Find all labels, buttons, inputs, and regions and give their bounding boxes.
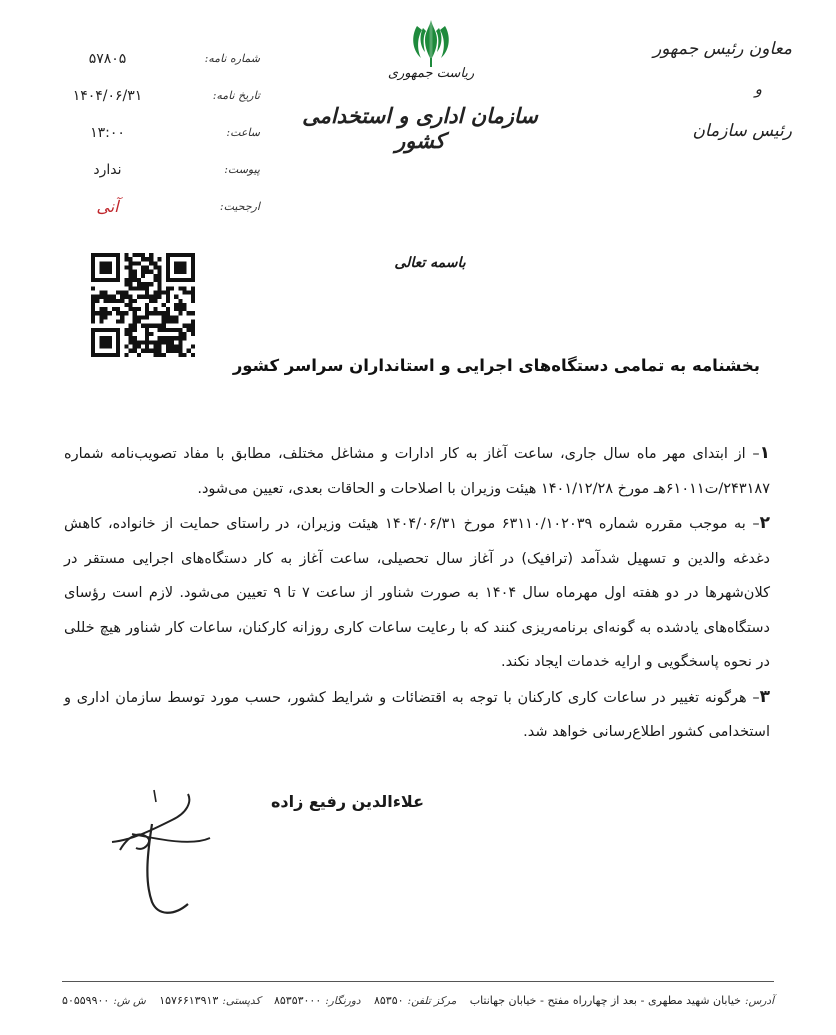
number-value: ۵۷۸۰۵ bbox=[88, 50, 127, 67]
signature-icon bbox=[92, 780, 242, 930]
paragraph-number: ۳ bbox=[759, 686, 770, 707]
paragraph-2 bbox=[64, 506, 770, 680]
paragraph-3 bbox=[64, 680, 770, 750]
meta-priority-row bbox=[60, 188, 260, 225]
phone-value: ۸۵۳۵۰ bbox=[373, 993, 404, 1007]
recipient-line2: رئیس سازمان bbox=[692, 121, 792, 141]
priority-value: آنی bbox=[96, 197, 119, 216]
phone-label: مرکز تلفن: bbox=[407, 994, 457, 1007]
meta-time-row bbox=[60, 114, 260, 151]
recipient-titles bbox=[652, 38, 792, 142]
iran-emblem-icon bbox=[403, 14, 459, 70]
letter-meta bbox=[60, 40, 260, 225]
paragraph-number: ۱ bbox=[759, 443, 770, 463]
document-heading: بخشنامه به تمامی دستگاه‌های اجرایی و استانداران سراسر کشور bbox=[232, 356, 760, 375]
document-body bbox=[64, 436, 770, 750]
meta-date-row bbox=[60, 77, 260, 114]
recipient-conjunction: و bbox=[754, 80, 762, 98]
time-value: ۱۳:۰۰ bbox=[90, 124, 125, 141]
attachment-label: پیوست: bbox=[224, 163, 260, 176]
paragraph-text: – هرگونه تغییر در ساعات کاری کارکنان با توجه به اقتضائات و شرایط کشور، حسب مورد توسط سازمان اداری و استخدامی کشور اطلاع‌رسانی خواهد شد. bbox=[64, 689, 770, 740]
address-value: خیابان شهید مطهری - بعد از چهارراه مفتح - خیابان جهانتاب bbox=[469, 993, 741, 1007]
date-label: تاریخ نامه: bbox=[212, 89, 260, 102]
id-value: ۵۰۵۵۹۹۰۰ bbox=[62, 993, 110, 1007]
priority-label: ارجحیت: bbox=[219, 200, 260, 213]
date-value: ۱۴۰۴/۰۶/۳۱ bbox=[72, 87, 143, 104]
id-label: ش ش: bbox=[113, 994, 146, 1007]
fax-label: دورنگار: bbox=[325, 994, 361, 1007]
recipient-line1: معاون رئیس جمهور bbox=[653, 39, 792, 59]
paragraph-1 bbox=[64, 436, 770, 506]
paragraph-text: – به موجب مقرره شماره ۶۳۱۱۰/۱۰۲۰۳۹ مورخ ۱۴۰۴/۰۶/۳۱ هیئت وزیران، در راستای حمایت از خانواده، کاهش دغدغه والدین و تسهیل شدآمد (ترافیک) در آغاز سال تحصیلی، ساعت آغاز به کار دستگاه‌های اجرایی مستقر در کلان‌شهرها در دو هفته اول مهرماه سال ۱۴۰۴ به صورت شناور از ساعت ۷ تا ۹ تعیین می‌شود. لازم است رؤسای دستگاه‌های یادشده به گونه‌ای برنامه‌ریزی کنند که با رعایت ساعات کاری روزانه کارکنان، ساعات کار شناور هیچ خللی در نحوه پاسخگویی و ارایه خدمات ایجاد نکند. bbox=[64, 516, 770, 670]
organization-name: سازمان اداری و استخدامی کشور bbox=[302, 103, 538, 153]
fax-value: ۸۵۳۵۳۰۰۰ bbox=[273, 993, 322, 1007]
footer-id bbox=[62, 994, 146, 1007]
address-label: آدرس: bbox=[744, 994, 774, 1007]
presidency-label: ریاست جمهوری bbox=[387, 66, 475, 81]
qr-code bbox=[91, 253, 195, 357]
paragraph-number: ۲ bbox=[759, 513, 770, 533]
meta-number-row bbox=[60, 40, 260, 77]
number-label: شماره نامه: bbox=[204, 52, 260, 65]
meta-attachment-row bbox=[60, 151, 260, 188]
postal-label: کدپستی: bbox=[222, 994, 261, 1007]
postal-value: ۱۵۷۶۶۱۳۹۱۳ bbox=[159, 993, 219, 1007]
time-label: ساعت: bbox=[226, 126, 260, 139]
footer-fax bbox=[274, 994, 361, 1007]
footer-divider bbox=[62, 981, 774, 982]
signer-name: علاءالدین رفیع زاده bbox=[270, 792, 424, 811]
footer bbox=[62, 990, 774, 1010]
footer-postal bbox=[159, 994, 260, 1007]
footer-address bbox=[470, 994, 774, 1007]
attachment-value: ندارد bbox=[93, 161, 122, 178]
paragraph-text: – از ابتدای مهر ماه سال جاری، ساعت آغاز به کار ادارات و مشاغل مختلف، مطابق با مفاد تصویب‌نامه شماره ۲۴۳۱۸۷/ت۶۱۰۱۱هـ مورخ ۱۴۰۱/۱۲/۲۸ هیئت وزیران با اصلاحات و الحاقات بعدی، تعیین می‌شود. bbox=[64, 446, 770, 497]
footer-phone bbox=[374, 994, 456, 1007]
basmala: باسمه تعالی bbox=[394, 255, 466, 271]
